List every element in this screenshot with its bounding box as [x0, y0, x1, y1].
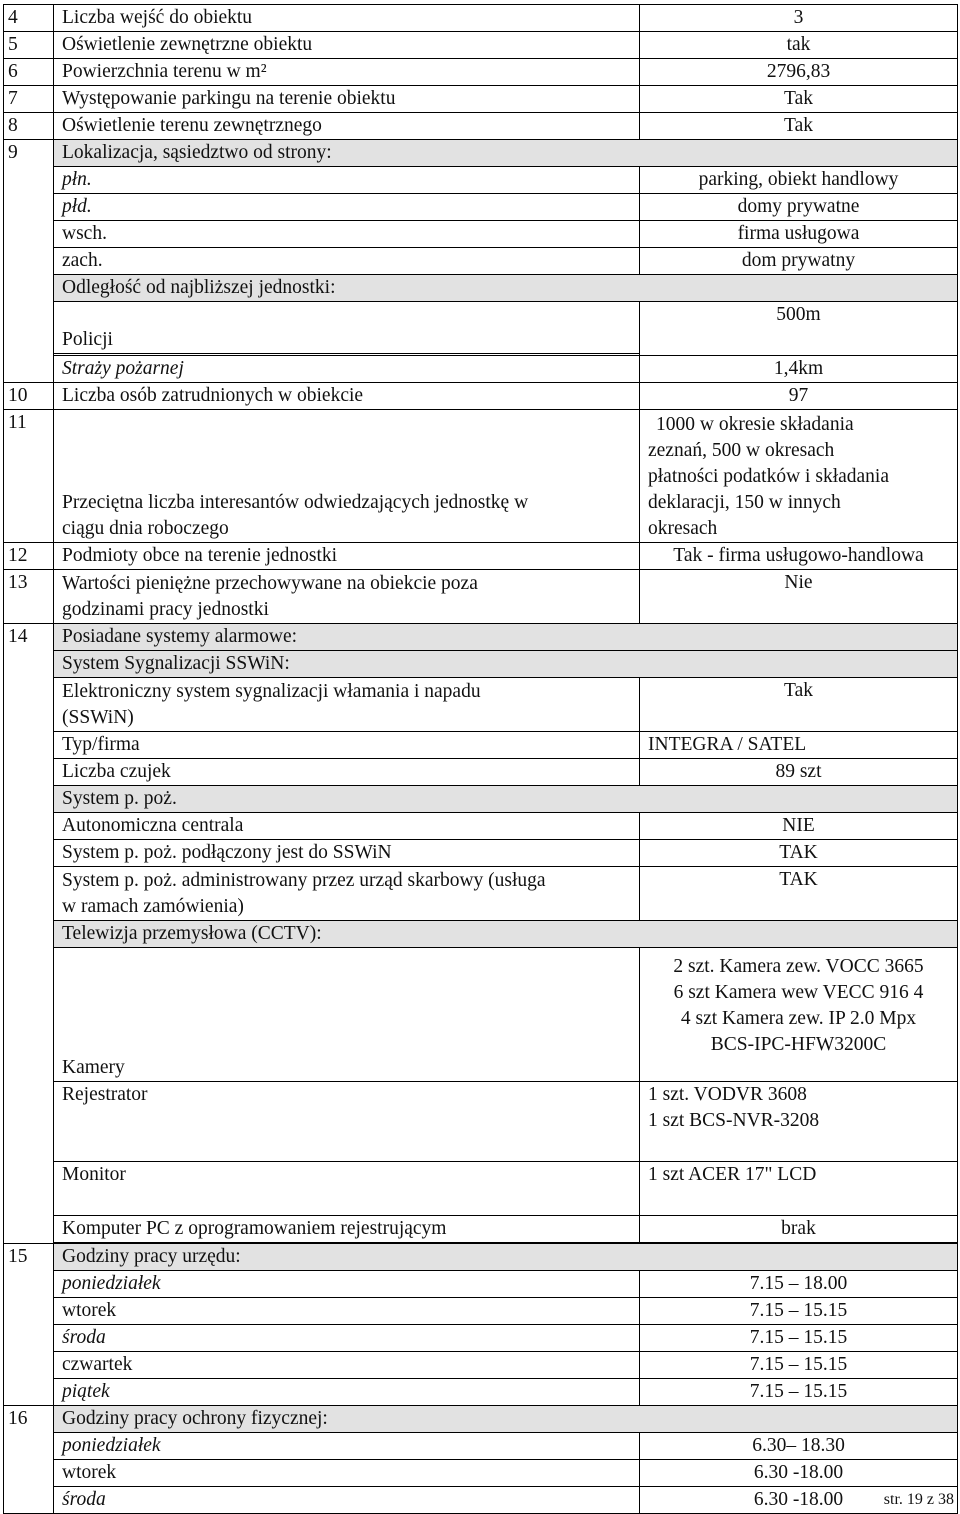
table-row — [4, 1271, 958, 1298]
section-header-distance: Odległość od najbliższej jednostki: — [54, 275, 958, 302]
row-value: 3 — [640, 5, 958, 32]
table-row — [4, 113, 958, 140]
central-label: Autonomiczna centrala — [54, 813, 640, 840]
row-value: Nie — [640, 570, 958, 624]
section-header-security-hours: Godziny pracy ochrony fizycznej: — [54, 1406, 958, 1433]
row-label: Występowanie parkingu na terenie obiektu — [54, 86, 640, 113]
day-hours: 7.15 – 15.15 — [640, 1298, 958, 1325]
cameras-label: Kamery — [54, 948, 640, 1082]
row-label: Oświetlenie terenu zewnętrznego — [54, 113, 640, 140]
admin-label-line: System p. poż. administrowany przez urząd skarbowy (usługa — [62, 870, 546, 891]
cameras-value-line: 2 szt. Kamera zew. VOCC 3665 — [673, 956, 924, 977]
day-label: poniedziałek — [54, 1433, 640, 1460]
day-label: środa — [54, 1487, 640, 1514]
cameras-value-line: 4 szt Kamera zew. IP 2.0 Mpx — [680, 1008, 917, 1029]
sswin-label — [54, 678, 640, 732]
table-row — [4, 1406, 958, 1433]
table-row — [4, 732, 958, 759]
cameras-value-line: BCS-IPC-HFW3200C — [710, 1034, 887, 1055]
row-value: tak — [640, 32, 958, 59]
row-label — [54, 570, 640, 624]
row-value: Tak — [640, 113, 958, 140]
neighbour-east-label: wsch. — [54, 221, 640, 248]
neighbour-south-label: płd. — [54, 194, 640, 221]
distance-fire-value: 1,4km — [640, 356, 958, 383]
table-row — [4, 248, 958, 275]
table-row — [4, 624, 958, 651]
table-row — [4, 570, 958, 624]
row-label-line: Wartości pieniężne przechowywane na obiekcie poza — [62, 573, 478, 594]
row-label: Liczba wejść do obiektu — [54, 5, 640, 32]
admin-value: TAK — [640, 867, 958, 921]
page-number: str. 19 z 38 — [883, 1491, 954, 1508]
distance-fire-label: Straży pożarnej — [54, 356, 640, 383]
row-number: 10 — [4, 383, 54, 410]
distance-police-label: Policji — [54, 302, 640, 354]
section-header-office-hours: Godziny pracy urzędu: — [54, 1244, 958, 1271]
table-row — [4, 275, 958, 302]
table-row — [4, 302, 958, 354]
table-row — [4, 1216, 958, 1243]
sswin-label-line: (SSWiN) — [62, 707, 134, 728]
table-row — [4, 1460, 958, 1487]
recorder-label: Rejestrator — [54, 1082, 640, 1162]
row-number: 5 — [4, 32, 54, 59]
table-row — [4, 1244, 958, 1271]
row-value: Tak — [640, 86, 958, 113]
section-header-fire-system: System p. poż. — [54, 786, 958, 813]
type-value: INTEGRA / SATEL — [640, 732, 958, 759]
day-label: czwartek — [54, 1352, 640, 1379]
detectors-label: Liczba czujek — [54, 759, 640, 786]
table-row — [4, 1487, 958, 1514]
row-number: 6 — [4, 59, 54, 86]
row-number: 11 — [4, 410, 54, 543]
row-number: 13 — [4, 570, 54, 624]
row-value-line: 1000 w okresie składania — [656, 414, 854, 435]
neighbour-west-label: zach. — [54, 248, 640, 275]
table-row — [4, 32, 958, 59]
row-label — [54, 410, 640, 543]
table-row — [4, 651, 958, 678]
table-row — [4, 5, 958, 32]
table-row — [4, 194, 958, 221]
table-row — [4, 840, 958, 867]
section-header-sswin: System Sygnalizacji SSWiN: — [54, 651, 958, 678]
facility-data-table — [3, 4, 958, 1514]
neighbour-north-label: płn. — [54, 167, 640, 194]
sswin-label-line: Elektroniczny system sygnalizacji włamania i napadu — [62, 681, 481, 702]
neighbour-east-value: firma usługowa — [640, 221, 958, 248]
row-value: 97 — [640, 383, 958, 410]
day-hours: 7.15 – 15.15 — [640, 1325, 958, 1352]
day-hours: 7.15 – 18.00 — [640, 1271, 958, 1298]
cameras-value — [640, 948, 958, 1082]
table-row — [4, 1352, 958, 1379]
recorder-value-line: 1 szt BCS-NVR-3208 — [648, 1110, 820, 1131]
table-row — [4, 786, 958, 813]
row-number: 15 — [4, 1244, 54, 1406]
monitor-value: 1 szt ACER 17" LCD — [640, 1162, 958, 1216]
type-label: Typ/firma — [54, 732, 640, 759]
cameras-value-line: 6 szt Kamera wew VECC 916 4 — [673, 982, 924, 1003]
row-label: Podmioty obce na terenie jednostki — [54, 543, 640, 570]
row-number: 9 — [4, 140, 54, 383]
connected-value: TAK — [640, 840, 958, 867]
row-number: 12 — [4, 543, 54, 570]
recorder-value — [640, 1082, 958, 1162]
table-row — [4, 1433, 958, 1460]
row-number: 14 — [4, 624, 54, 1244]
day-label: wtorek — [54, 1298, 640, 1325]
table-row — [4, 759, 958, 786]
table-row — [4, 167, 958, 194]
table-row — [4, 543, 958, 570]
table-row — [4, 1162, 958, 1216]
row-label-line: godzinami pracy jednostki — [62, 599, 269, 620]
distance-police-value: 500m — [640, 302, 958, 356]
row-value-line: deklaracji, 150 w innych — [648, 492, 841, 513]
section-header-alarm-systems: Posiadane systemy alarmowe: — [54, 624, 958, 651]
admin-label-line: w ramach zamówienia) — [62, 896, 244, 917]
table-row — [4, 410, 958, 543]
row-number: 7 — [4, 86, 54, 113]
row-value: 2796,83 — [640, 59, 958, 86]
row-value — [640, 410, 958, 543]
sswin-value: Tak — [640, 678, 958, 732]
table-row — [4, 140, 958, 167]
row-label-line: Przeciętna liczba interesantów odwiedzających jednostkę w — [62, 492, 529, 513]
pc-label: Komputer PC z oprogramowaniem rejestrującym — [54, 1216, 640, 1243]
recorder-value-line: 1 szt. VODVR 3608 — [648, 1084, 807, 1105]
day-label: wtorek — [54, 1460, 640, 1487]
day-label: piątek — [54, 1379, 640, 1406]
table-row — [4, 59, 958, 86]
table-row — [4, 921, 958, 948]
row-label-line: ciągu dnia roboczego — [62, 518, 229, 539]
table-row — [4, 1082, 958, 1162]
row-number: 8 — [4, 113, 54, 140]
day-hours: 6.30– 18.30 — [640, 1433, 958, 1460]
connected-label: System p. poż. podłączony jest do SSWiN — [54, 840, 640, 867]
table-row — [4, 678, 958, 732]
admin-label — [54, 867, 640, 921]
table-row — [4, 356, 958, 383]
neighbour-north-value: parking, obiekt handlowy — [640, 167, 958, 194]
section-header-location: Lokalizacja, sąsiedztwo od strony: — [54, 140, 958, 167]
row-number: 4 — [4, 5, 54, 32]
table-row — [4, 1379, 958, 1406]
pc-value: brak — [640, 1216, 958, 1243]
day-hours: 6.30 -18.00 — [640, 1460, 958, 1487]
neighbour-west-value: dom prywatny — [640, 248, 958, 275]
row-label: Powierzchnia terenu w m² — [54, 59, 640, 86]
day-label: poniedziałek — [54, 1271, 640, 1298]
table-row — [4, 221, 958, 248]
table-row — [4, 86, 958, 113]
day-hours: 7.15 – 15.15 — [640, 1379, 958, 1406]
table-row — [4, 1325, 958, 1352]
section-header-cctv: Telewizja przemysłowa (CCTV): — [54, 921, 958, 948]
table-row — [4, 383, 958, 410]
row-number: 16 — [4, 1406, 54, 1514]
row-label: Oświetlenie zewnętrzne obiektu — [54, 32, 640, 59]
central-value: NIE — [640, 813, 958, 840]
detectors-value: 89 szt — [640, 759, 958, 786]
row-value: Tak - firma usługowo-handlowa — [640, 543, 958, 570]
table-row — [4, 813, 958, 840]
table-row — [4, 867, 958, 921]
day-hours: 7.15 – 15.15 — [640, 1352, 958, 1379]
row-value-line: okresach — [648, 518, 718, 539]
table-row — [4, 1298, 958, 1325]
table-row — [4, 948, 958, 1082]
row-label: Liczba osób zatrudnionych w obiekcie — [54, 383, 640, 410]
day-hours: 6.30 -18.00 — [640, 1487, 958, 1514]
row-value-line: płatności podatków i składania — [648, 466, 889, 487]
neighbour-south-value: domy prywatne — [640, 194, 958, 221]
row-value-line: zeznań, 500 w okresach — [648, 440, 835, 461]
monitor-label: Monitor — [54, 1162, 640, 1216]
day-label: środa — [54, 1325, 640, 1352]
